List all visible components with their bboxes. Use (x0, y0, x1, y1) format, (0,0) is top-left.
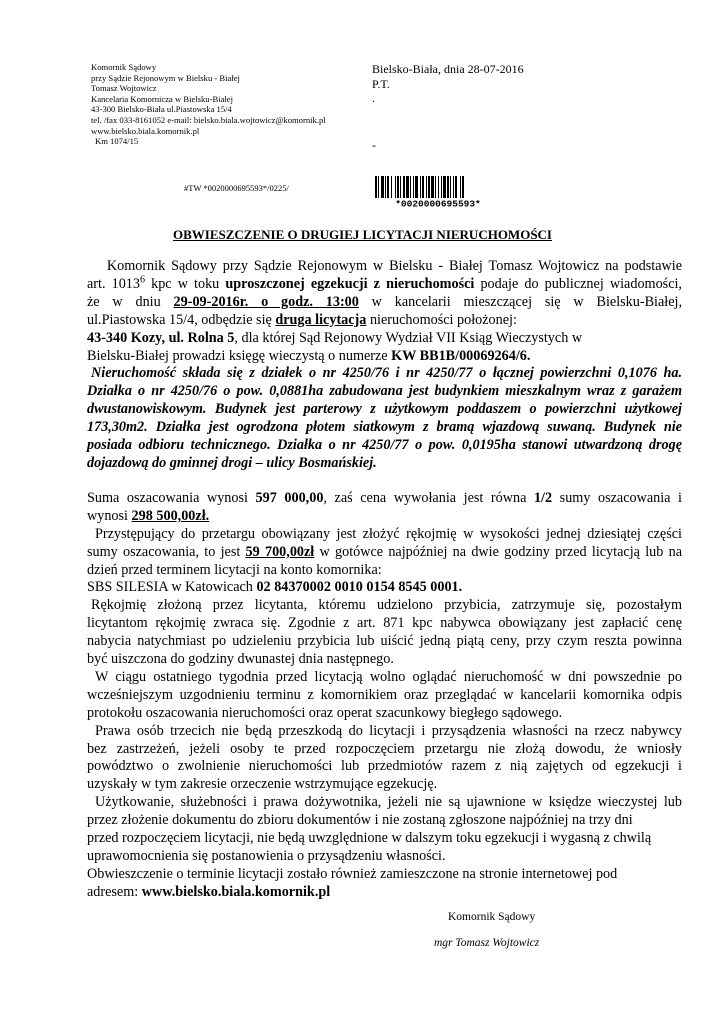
paragraph-line: Komornik Sądowy przy Sądzie Rejonowym w Bielsku - Białej Tomasz Wojtowicz na podstawie (106, 258, 683, 274)
tw-reference: #TW *0020000695593*/0225/ (184, 183, 289, 193)
barcode-text: *0020000695593* (395, 198, 481, 208)
barcode-bar (385, 176, 386, 199)
barcode-bar (397, 176, 399, 199)
document-date: Bielsko-Biała, dnia 28-07-2016 (372, 62, 524, 76)
header-line: tel. /fax 033-8161052 e-mail: bielsko.biala.wojtowicz@komornik.pl (91, 114, 326, 125)
deposit-line: Przystępujący do przetargu obowiązany jest złożyć rękojmię w wysokości jednej dziesiątej części (95, 525, 682, 542)
paragraph-line: ul.Piastowska 15/4, odbędzie się druga licytacja nieruchomości położonej: (87, 311, 517, 328)
recipient-dot: . (372, 91, 375, 105)
barcode-bar (381, 176, 384, 199)
bank-account-line: SBS SILESIA w Katowicach 02 84370002 0010 0154 8545 0001. (87, 579, 463, 596)
deposit-line: sumy oszacowania, to jest 59 700,00zł w gotówce najpóźniej na dwie godziny przed licytacją lub na (87, 543, 682, 560)
barcode-bar (443, 176, 446, 199)
header-line: www.bielsko.biala.komornik.pl (91, 125, 200, 136)
paragraph-line: Bielsku-Białej prowadzi księgę wieczystą o numerze KW BB1B/00069264/6. (87, 347, 531, 364)
barcode-bar (450, 176, 451, 199)
barcode-bar (455, 176, 457, 199)
barcode-bar (387, 176, 389, 199)
signature-name: mgr Tomasz Wojtowicz (434, 937, 540, 949)
barcode-bar (391, 176, 392, 199)
recipient-pt: P.T. (372, 76, 390, 91)
barcode-bar (422, 176, 424, 199)
header-line: 43-300 Bielsko-Biała ul.Piastowska 15/4 (91, 104, 232, 115)
barcode-bar (441, 176, 442, 199)
barcode-bar (403, 176, 405, 199)
call-price-line: wynosi 298 500,00zł. (87, 507, 210, 524)
barcode-bar (435, 176, 436, 199)
barcode-bar (395, 176, 396, 199)
case-number: Km 1074/15 (95, 136, 139, 147)
barcode-bar (400, 176, 401, 199)
barcode (374, 176, 502, 208)
barcode-bar (420, 176, 421, 199)
paragraph-line: 43-340 Kozy, ul. Rolna 5, dla której Sąd Rejonowy Wydział VII Ksiąg Wieczystych w (87, 329, 583, 346)
barcode-bar (375, 176, 377, 199)
website-link: www.bielsko.biala.komornik.pl (141, 883, 331, 900)
barcode-bar (462, 176, 464, 199)
recipient-dash: - (372, 137, 376, 152)
barcode-bar (438, 176, 439, 199)
paragraph-line: art. 1013$^6$ kpc w toku uproszczonej egzekucji z nieruchomości podaje do publicznej wiadomości, (87, 274, 682, 292)
paragraph-line: że w dniu 29-09-2016r. o godz. 13:00 w kancelarii mieszczącej się w Bielsku-Białej, (87, 293, 682, 310)
header-line: Komornik Sądowy (91, 62, 157, 72)
barcode-bar (447, 176, 449, 199)
barcode-bar (453, 176, 454, 199)
signature-role: Komornik Sądowy (448, 911, 536, 923)
document-body: Komornik Sądowy przy Sądzie Rejonowym w Bielsku - Białej Tomasz Wojtowicz na podstawie art. 1013$^6$ kpc w toku uproszczonej egzekucji z nieruchomości podaje do publicznej wiadomości, że w dniu 29-09-2016r. o godz. 13:00 w kancelarii mieszczącej się w Bielsku-Białej, ul.Piastowska 15/4, odbędzie się druga licytacja nieruchomości położonej: 43-340 Kozy, ul. Rolna 5, dla której Sąd Rejonowy Wydział VII Ksiąg Wieczystych w Bielsku-Białej prowadzi księgę wieczystą o numerze KW BB1B/00069264/6. Nieruchomość składa się z działek o nr 4250/76 i nr 4250/77 o łącznej powierzchni 0,1076 ha. Działka o nr 4250/76 o pow. 0,0881ha zabudowana jest budynkiem mieszkalnym wraz z garażem dwustanowiskowym. Budynek jest parterowy z użytkowym poddaszem o powierzchni użytkowej 173,30m2. Działka jest ogrodzona płotem siatkowym z bramą wjazdową suwaną. Budynek nie posiada odbioru technicznego. Działka o nr 4250/77 o pow. 0,0195ha stanowi utwardzoną drogę dojazdową do gminnej drogi – ulicy Bosmańskiej. Suma oszacowania wynosi 597 000,00, zaś cena wywołania jest równa 1/2 sumy oszacowania i wynosi 298 500,00zł. Przystępujący do przetargu obowiązany jest złożyć rękojmię w wysokości jednej dziesiątej części sumy oszacowania, to jest 59 700,00zł w gotówce najpóźniej na dwie godziny przed licytacją lub na dzień przed terminem licytacji na konto komornika: SBS SILESIA w Katowicach 02 84370002 0010 0154 8545 0001. Rękojmię złożoną przez licytanta, któremu udzielono przybicia, zatrzymuje się, pozostałym licytantom rękojmię zwraca się. Zgodnie z art. 871 kpc nabywca obowiązany jest zapłacić cenę nabycia natychmiast po udzieleniu przybicia lub uiścić jedną piątą ceny, przy czym reszta powinna być uiszczona do godziny dwunastej dnia następnego. W ciągu ostatniego tygodnia przed licytacją wolno oglądać nieruchomość w dni powszednie po wcześniejszym uzgodnieniu terminu z komornikiem oraz przeglądać w kancelarii komornika odpis protokołu oszacowania nieruchomości oraz operat szacunkowy biegłego sądowego. Prawa osób trzecich nie będą przeszkodą do licytacji i przysądzenia własności na rzecz nabywcy bez zastrzeżeń, jeżeli osoby te przed rozpoczęciem przetargu nie złożą dowodu, że wniosły powództwo o zwolnienie nieruchomości lub przedmiotów razem z nią zajętych od egzekucji i uzyskały w tym zakresie orzeczenie wstrzymujące egzekucję. Użytkowanie, służebności i prawa dożywotnika, jeżeli nie są ujawnione w księdze wieczystej lub przez złożenie dokumentu do zbioru dokumentów i nie zostaną zgłoszone najpóźniej na trzy dni przed rozpoczęciem licytacji, nie będą uwzględnione w dalszym toku egzekucji i wygasną z chwilą uprawomocnienia się postanowienia o przysądzeniu własności. Obwieszczenie o terminie licytacji zostało również zamieszczone na stronie internetowej pod adresem: www.bielsko.biala.komornik.pl (87, 258, 683, 900)
document-title: OBWIESZCZENIE O DRUGIEJ LICYTACJI NIERUCHOMOŚCI (173, 227, 552, 242)
barcode-bar (431, 176, 434, 199)
header-line: przy Sądzie Rejonowym w Bielsku - Białej (91, 72, 240, 83)
barcode-bar (460, 176, 461, 199)
barcode-bar (426, 176, 427, 199)
barcode-bar (415, 176, 418, 199)
barcode-bar (406, 176, 409, 199)
header-line: Kancelaria Komornicza w Bielsku-Białej (91, 93, 233, 104)
barcode-bar (410, 176, 411, 199)
deposit-line: dzień przed terminem licytacji na konto komornika: (87, 561, 382, 578)
barcode-bar (428, 176, 430, 199)
barcode-bar (413, 176, 414, 199)
sender-header (91, 62, 326, 147)
barcode-bar (378, 176, 379, 199)
property-description: Nieruchomość składa się z działek o nr 4250/76 i nr 4250/77 o łącznej powierzchni 0,1076 ha. (91, 365, 682, 382)
recipient-block (372, 62, 524, 152)
header-line: Tomasz Wojtowicz (91, 83, 157, 94)
valuation-line: Suma oszacowania wynosi 597 000,00, zaś cena wywołania jest równa 1/2 sumy oszacowania i (87, 489, 682, 506)
